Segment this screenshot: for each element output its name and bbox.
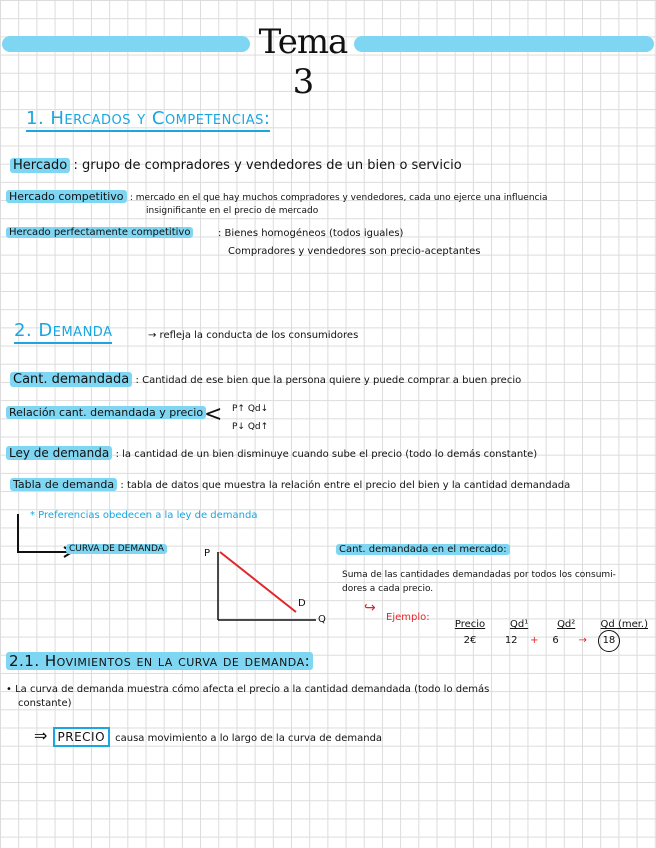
def-text: : Cantidad de ese bien que la persona quiere y puede comprar a buen precio: [135, 375, 522, 386]
precio-text: causa movimiento a lo largo de la curva de demanda: [115, 733, 383, 744]
title-bar-right: [354, 36, 654, 52]
def-term: Hercado: [10, 158, 70, 173]
def-term: Relación cant. demandada y precio: [6, 406, 206, 419]
curva-label: CURVA DE DEMANDA: [66, 544, 167, 554]
table-header: Qd²: [557, 619, 576, 630]
section-1-heading: 1. Hercados y Competencias:: [26, 108, 270, 132]
def-bullet-2: Compradores y vendedores son precio-aceptantes: [228, 246, 481, 257]
example-row: [446, 630, 620, 652]
table-header: Qd (mer.): [600, 619, 649, 630]
def-term: Hercado perfectamente competitivo: [6, 227, 193, 238]
demand-line: [220, 552, 296, 612]
def-mercado-competitivo: [6, 190, 548, 203]
demand-curve-graph: [204, 546, 334, 630]
example-table: [446, 612, 655, 631]
def-text-cont: insignificante en el precio de mercado: [146, 206, 319, 216]
def-term: Hercado competitivo: [6, 190, 127, 203]
table-cell: 6: [552, 635, 559, 646]
def-bullet-1: : Bienes homogéneos (todos iguales): [218, 228, 404, 239]
table-cell: 12: [504, 635, 518, 646]
rel-down: P↓ Qd↑: [232, 422, 269, 432]
def-term: Tabla de demanda: [10, 478, 117, 491]
rel-bracket: <: [204, 402, 223, 427]
def-text: : la cantidad de un bien disminuye cuando sube el precio (todo lo demás constante): [115, 449, 538, 460]
def-term: Cant. demandada: [10, 372, 132, 387]
table-header: Qd¹: [509, 619, 529, 630]
preferencias-note: * Preferencias obedecen a la ley de demanda: [30, 510, 258, 521]
precio-box: PRECIO: [53, 727, 111, 747]
section-2-1-heading: 2.1. Hovimientos en la curva de demanda:: [6, 652, 313, 670]
double-arrow-icon: ⇒: [34, 726, 48, 745]
s21-bullet-line2: constante): [18, 698, 72, 709]
section-2-heading: 2. Demanda: [14, 320, 112, 344]
section-2-note: → refleja la conducta de los consumidores: [148, 330, 359, 341]
mercado-text-2: dores a cada precio.: [342, 584, 434, 594]
ejemplo-arrow: ↪: [364, 600, 376, 616]
def-tabla-demanda: [10, 478, 570, 491]
s21-precio-line: [34, 726, 382, 745]
page-title: Tema 3: [258, 22, 348, 102]
table-cell-total: 18: [598, 630, 620, 652]
mercado-term: Cant. demandada en el mercado:: [336, 544, 510, 555]
def-relacion: [6, 406, 206, 419]
def-mercado-perfecto: [6, 226, 193, 238]
mercado-text-1: Suma de las cantidades demandadas por todos los consumi-: [342, 570, 616, 580]
title-bar-left: [2, 36, 250, 52]
s21-bullet-line1: • La curva de demanda muestra cómo afecta el precio a la cantidad demandada (todo lo demás: [6, 684, 490, 695]
def-term: Ley de demanda: [6, 446, 112, 460]
def-text: : grupo de compradores y vendedores de un bien o servicio: [73, 158, 462, 173]
table-header: Precio: [454, 619, 486, 630]
def-text: : tabla de datos que muestra la relación entre el precio del bien y la cantidad demandada: [120, 480, 571, 491]
graph-p-label: P: [204, 548, 211, 559]
def-text: : mercado en el que hay muchos compradores y vendedores, cada uno ejerce una influencia: [129, 193, 548, 203]
graph-q-label: Q: [318, 614, 326, 625]
table-cell: 2€: [463, 635, 477, 646]
table-arrow: →: [578, 635, 587, 646]
ejemplo-label: Ejemplo:: [386, 612, 430, 623]
rel-up: P↑ Qd↓: [232, 404, 269, 414]
def-ley-demanda: [6, 446, 537, 460]
graph-d-label: D: [298, 598, 306, 609]
table-plus: +: [530, 635, 539, 646]
def-cant-demandada: [10, 372, 521, 387]
def-mercado: [10, 158, 462, 173]
